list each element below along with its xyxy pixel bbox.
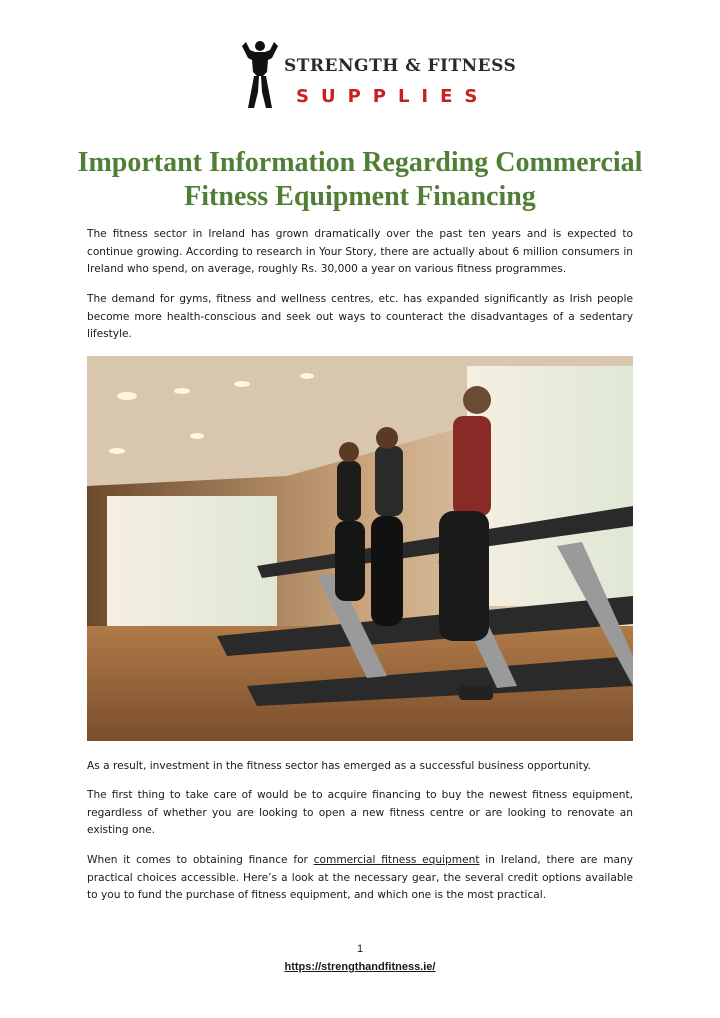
logo-text-top: STRENGTH & FITNESS <box>284 56 517 76</box>
page-title: Important Information Regarding Commercial Fitness Equipment Financing <box>77 147 643 212</box>
brand-logo <box>236 38 517 114</box>
logo-text-bottom: SUPPLIES <box>296 86 490 107</box>
footer-url-link[interactable]: https://strengthandfitness.ie/ <box>284 961 436 973</box>
bodybuilder-silhouette-icon <box>236 38 282 110</box>
paragraph-intro: The fitness sector in Ireland has grown dramatically over the past ten years and is expected to continue growing. According to research in Your Story, there are actually about 6 million consumers in Ireland who spend, on average, roughly Rs. 30,000 a year on various fitness programmes. <box>87 228 633 275</box>
paragraph-demand: The demand for gyms, fitness and wellness centres, etc. has expanded significantly as Irish people become more health-conscious and seek out ways to counteract the disadvantages of a sedentary lifestyle. <box>87 293 633 340</box>
commercial-fitness-equipment-link[interactable]: commercial fitness equipment <box>313 854 480 866</box>
gym-treadmill-photo <box>87 356 633 741</box>
paragraph-investment: As a result, investment in the fitness sector has emerged as a successful business opportunity. <box>87 760 591 772</box>
paragraph-options-text-end: in Ireland, there are many practical choices accessible. Here’s a look at the necessary gear, the several credit options available to you to fund the purchase of fitness equipment, and which one is the most practical. <box>87 854 633 901</box>
paragraph-options-text-start: When it comes to obtaining finance for <box>87 854 314 866</box>
footer <box>0 961 720 973</box>
paragraph-financing: The first thing to take care of would be to acquire financing to buy the newest fitness equipment, regardless of whether you are looking to open a new fitness centre or are looking to renovate an existing one. <box>87 789 633 836</box>
page-number: 1 <box>356 943 364 955</box>
paragraph-options <box>87 852 633 905</box>
